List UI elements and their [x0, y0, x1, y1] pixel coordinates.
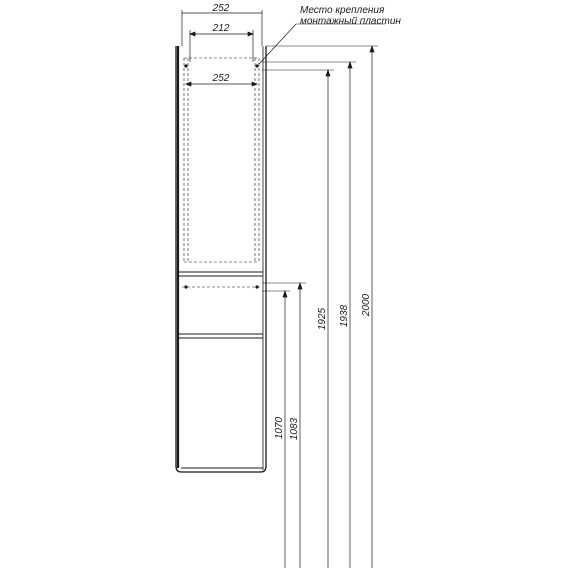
dim-1083-label: 1083 — [289, 417, 300, 441]
dim-1938-label: 1938 — [339, 304, 350, 328]
dim-2000-label: 2000 — [361, 293, 372, 317]
dim-1925-label: 1925 — [317, 307, 328, 331]
callout-leader — [259, 24, 296, 64]
upper-inner-width-label: 212 — [212, 23, 230, 34]
extension-lines — [262, 46, 378, 291]
upper-inner-width-dimension — [190, 30, 253, 62]
mounting-width-label: 252 — [212, 73, 230, 84]
callout-line-1: Место крепления — [300, 5, 385, 16]
hidden-hinge-lines — [184, 58, 259, 262]
dim-1070-label: 1070 — [274, 416, 285, 440]
mounting-points — [184, 64, 258, 288]
callout-line-2: монтажный пластин — [300, 16, 401, 27]
top-width-label: 252 — [212, 3, 230, 14]
cabinet-outline — [176, 46, 266, 472]
